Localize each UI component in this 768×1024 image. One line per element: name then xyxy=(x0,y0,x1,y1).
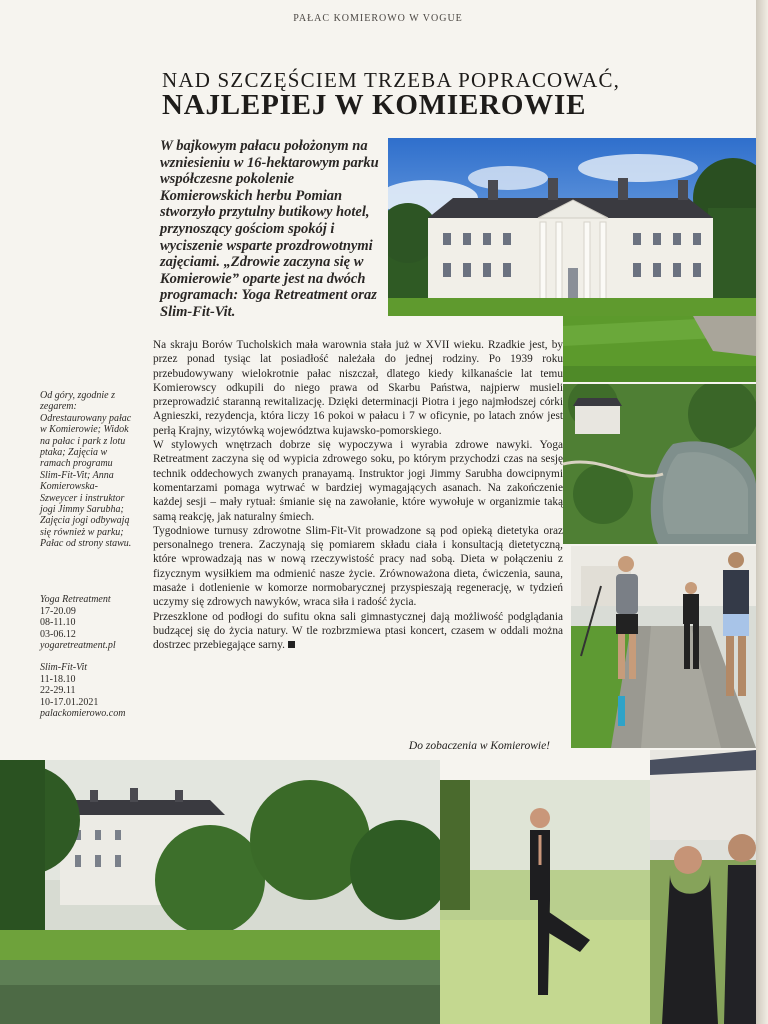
body-paragraph: W stylowych wnętrzach dobrze się wypoczywa i wyrabia zdrowe nawyki. Yoga Retreatment zaczyna się od wypicia zdrowego soku, po którym przychodzi czas na sesję technik oddechowych zwanych pranayamą. Instruktor jogi Jimmy Sarubha dowcipnymi komentarzami pomaga wytrwać w bardziej wymagających asanach. Na zakończenie każdej sesji – mały rytuał: śmianie się na zawołanie, które wywołuje w organizmie taką samą reakcję, jak naturalny śmiech. xyxy=(153,439,563,523)
photo-palace-from-pond xyxy=(0,760,440,1024)
lead-paragraph xyxy=(160,138,382,321)
program-date: 03-06.12 xyxy=(40,628,76,640)
signoff: Do zobaczenia w Komierowie! xyxy=(408,740,550,752)
program-name-slim: Slim-Fit-Vit xyxy=(40,661,88,673)
body-paragraph-text: Przeszklone od podłogi do sufitu okna sali gimnastycznej dają możliwość podglądania budzącej się do życia natury. W tle rozbrzmiewa ptasi koncert, czasem w oddali można dostrzec przebiegające sarny. xyxy=(153,610,563,652)
program-name-yoga: Yoga Retreatment xyxy=(40,594,111,605)
photo-slim-fit-vit-walk xyxy=(571,546,756,748)
headline-line-2: NAJLEPIEJ W KOMIEROWIE xyxy=(162,89,587,121)
photo-aerial-view xyxy=(563,384,756,544)
photo-palace-lawn xyxy=(563,316,756,382)
program-date: 22-29.11 xyxy=(40,685,76,697)
program-url-yoga: yogaretreatment.pl xyxy=(40,640,116,652)
program-dates xyxy=(40,594,155,720)
photo-yoga-in-park xyxy=(440,780,650,1024)
program-date: 17-20.09 xyxy=(40,605,76,617)
photo-caption-sidebar xyxy=(40,390,132,550)
magazine-spine xyxy=(756,0,768,1024)
photo-palace-facade xyxy=(388,138,756,316)
body-paragraph: Na skraju Borów Tucholskich mała warownia stała już w XVII wieku. Rzadkie jest, by przez ponad tysiąc lat posiadłość należała do jednej rodziny. Po 1939 roku przebudowywany wielokrotnie pałac niszczał, dlatego kiedy kilkanaście lat temu Komierowscy odkupili do niego prawa od Skarbu Państwa, najpierw musieli przeprowadzić staranną rewitalizację. Dzięki determinacji Piotra i jego najmłodszej córki Agnieszki, rezydencja, która liczy 16 pokoi w pałacu i 7 w oficynie, po latach znów jest perłą Krajny, wizytówką województwa kujawsko-pomorskiego. xyxy=(153,339,563,437)
program-date: 11-18.10 xyxy=(40,673,76,685)
running-head: PAŁAC KOMIEROWO W VOGUE xyxy=(293,13,463,24)
end-mark-icon xyxy=(288,641,295,648)
body-paragraph-last xyxy=(153,610,563,653)
program-date: 08-11.10 xyxy=(40,617,76,629)
program-url-slim: palackomierowo.com xyxy=(40,708,126,720)
photo-caption-text: Od góry, zgodnie z zegarem: Odrestaurowany pałac w Komierowie; Widok na pałac i park z lotu ptaka; Zajęcia w ramach programu Slim-Fit-Vit; Anna Komierowska-Szweycer i instruktor jogi Jimmy Sarubha; Zajęcia jogi odbywają się również w parku; Pałac od strony stawu. xyxy=(40,390,132,550)
lead-text: W bajkowym pałacu położonym na wzniesieniu w 16-hektarowym parku współczesne pokolenie Komierowskich herbu Pomian stworzyło przytulny butikowy hotel, przynoszący gościom spokój i wyciszenie wsparte prozdrowotnymi zajęciami. „Zdrowie zaczyna się w Komierowie” oparte jest na dwóch programach: Yoga Retreatment oraz Slim-Fit-Vit. xyxy=(160,138,379,320)
photo-owner-and-instructor xyxy=(650,750,756,1024)
article-body xyxy=(153,338,563,653)
program-date: 10-17.01.2021 xyxy=(40,696,99,708)
headline-line-1: NAD SZCZĘŚCIEM TRZEBA POPRACOWAĆ, xyxy=(162,68,621,92)
body-paragraph: Tygodniowe turnusy zdrowotne Slim-Fit-Vit prowadzone są pod opieką dietetyka oraz personalnego trenera. Zaczynają się pomiarem składu ciała i konsultacją dietetyczną, które wprowadzają nas w nową rzeczywistość pracy nad sobą. Dieta w połączeniu z fizycznym wysiłkiem ma odmienić nasze życie. Zrównoważona dieta, ćwiczenia, sauna, masaże i dotlenienie w komorze normobarycznej przyspieszają regenerację, w tydzień uczymy się zdrowych nawyków, wraca siła i radość życia. xyxy=(153,524,563,609)
